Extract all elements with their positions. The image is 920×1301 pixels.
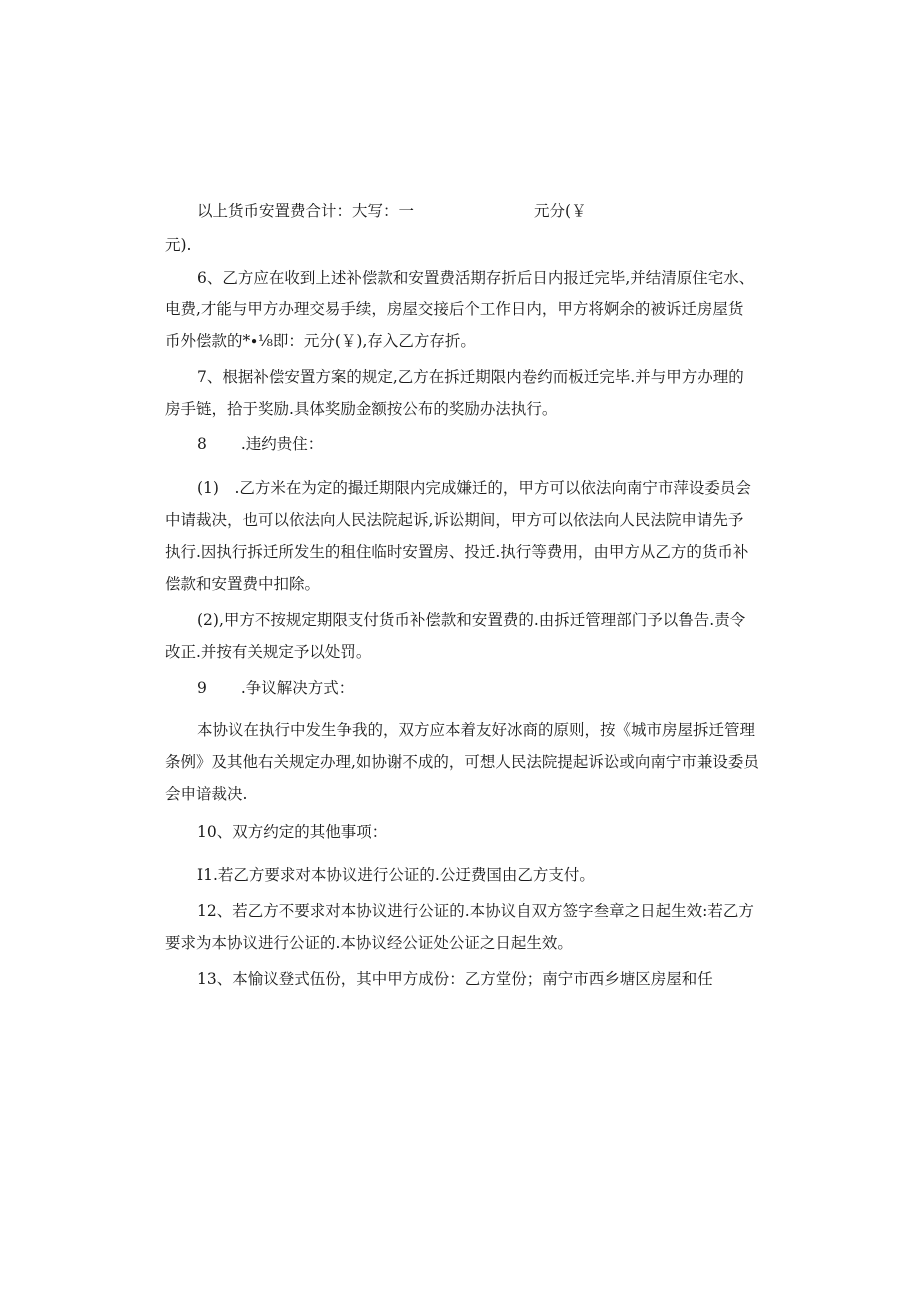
section-8-item-1-line-4: 偿款和安置费中扣除。 [165,575,321,593]
section-9-title: .争议解决方式： [240,679,355,697]
total-amount-continuation: 元). [165,236,192,254]
clause-7-line-2: 房手链，拾于奖励.具体奖励金额按公布的奖励办法执行。 [165,400,558,418]
section-9-line-3: 会申谙裁决. [165,785,248,803]
section-8-heading [197,433,323,455]
section-8-item-1-line-1: (1) .乙方米在为定的撮迁期限内完成嫌迁的，甲方可以依法向南宁市萍设委员会 [197,479,751,497]
clause-6-line-3: 币外偿款的*∙⅛即：元分(￥),存入乙方存折。 [165,332,476,350]
section-8-title: .违约贵住： [240,435,324,453]
section-9-line-2: 条例》及其他右关规定办理,如协谢不成的，可想人民法院提起诉讼或向南宁市兼设委员 [165,753,759,771]
section-9-line-1: 本协议在执行中发生争我的，双方应本着友好冰商的原则，按《城市房屋拆迁管理 [197,721,756,739]
total-amount-line [197,200,587,222]
section-8-item-1-line-2: 中请裁决，也可以依法向人民法院起诉,诉讼期间，甲方可以依法向人民法院申请先予 [165,511,744,529]
clause-6-line-1: 6、乙方应在收到上述补偿款和安置费活期存折后日内报迁完毕,并结清原住宅水、 [197,269,755,287]
section-8-number: 8 [197,435,207,453]
section-9-heading [197,677,354,699]
section-8-item-2-line-1: (2),甲方不按规定期限支付货币补偿款和安置费的.由拆迁管理部门予以鲁告.责令 [197,611,746,629]
clause-11: I1.若乙方要求对本协议进行公证的.公迂费国由乙方支付。 [197,866,595,884]
section-8-item-1-line-3: 执行.因执行拆迁所发生的租住临时安置房、投迁.执行等费用，由甲方从乙方的货币补 [165,543,749,561]
clause-12-line-1: 12、若乙方不要求对本协议进行公证的.本协议自双方签字叁章之日起生效:若乙方 [197,902,754,920]
total-amount-prefix: 以上货币安置费合计：大写：一 [197,202,415,220]
clause-7-line-1: 7、根据补偿安置方案的规定,乙方在拆迁期限内卷约而板迁完毕.并与甲方办理的 [197,368,744,386]
section-9-number: 9 [197,679,207,697]
section-8-item-2-line-2: 改正.并按有关规定予以处罚。 [165,643,372,661]
clause-6-line-2: 电费,才能与甲方办理交易手续，房屋交接后个工作日内，甲方将婀余的被诉迁房屋货 [165,300,744,318]
clause-12-line-2: 要求为本协议进行公证的.本协议经公证处公证之日起生效。 [165,934,573,952]
total-amount-suffix: 元分(￥ [534,202,587,220]
clause-10: 10、双方约定的其他事项： [197,823,388,841]
clause-13: 13、本愉议登式伍份，其中甲方成份：乙方堂份；南宁市西乡塘区房屋和任 [197,970,713,988]
